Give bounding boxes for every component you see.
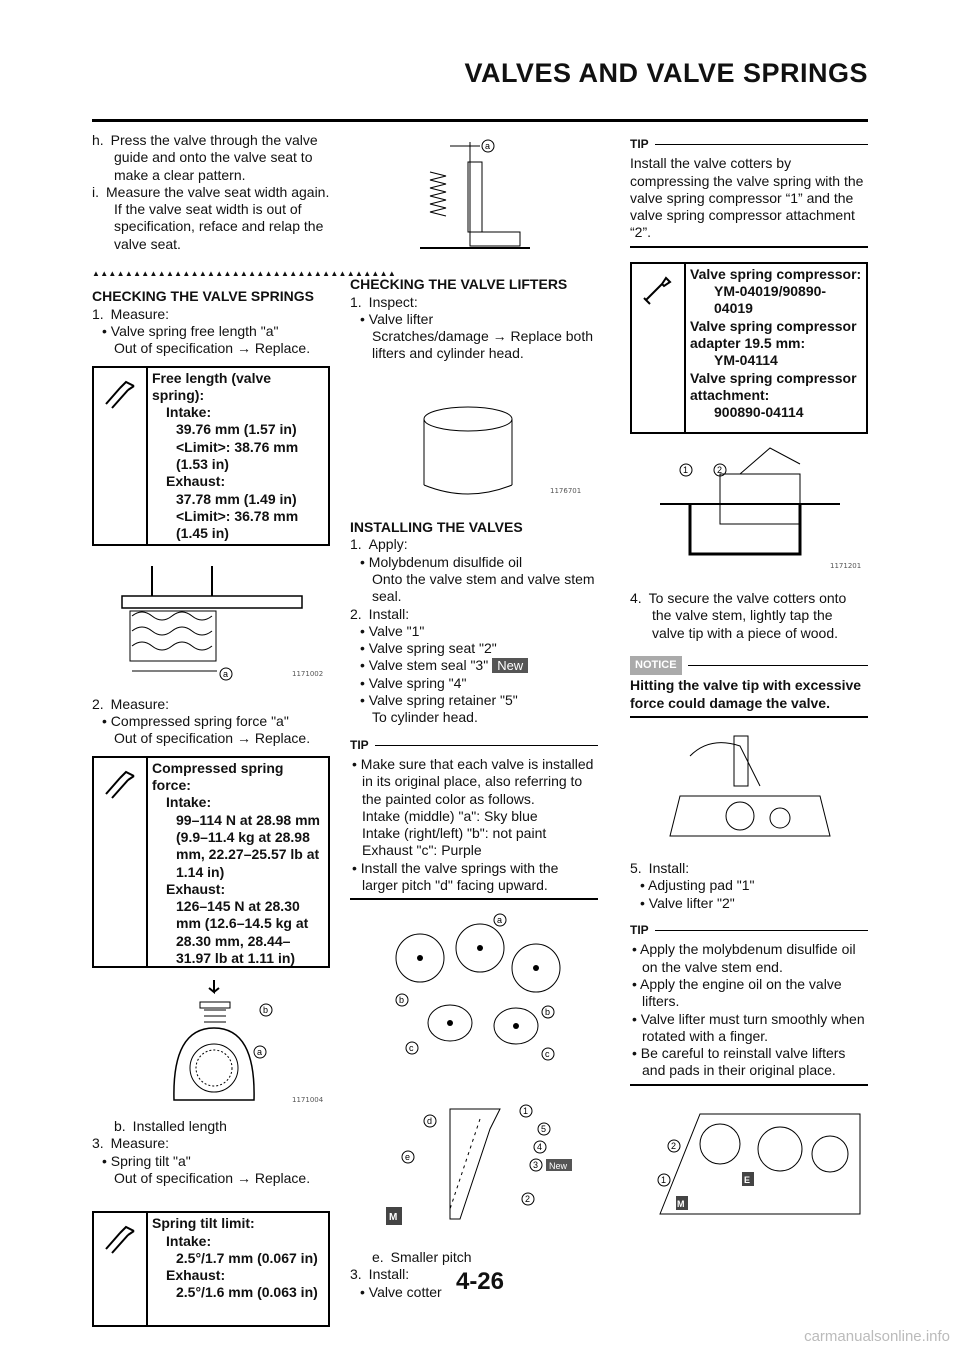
tip-end-rule [630,246,868,248]
measure-3-result: Out of specification → Replace. [114,1169,311,1186]
spec-box-compressor-tools [630,262,868,434]
new-badge: New [492,658,528,673]
spec1-exhaust-limit: <Limit>: 36.78 mm (1.45 in) [176,507,299,542]
watermark: carmanualsonline.info [804,1328,950,1345]
tip-end-rule [350,898,598,900]
moly-oil-icon: M [389,1211,398,1223]
column-3 [630,132,868,1234]
apply-1-item: • Molybdenum disulfide oil [360,553,523,570]
measure-3-item: • Spring tilt "a" [102,1152,191,1169]
tip2-bullet-3: • Valve lifter must turn smoothly when rotated with a finger. [632,1010,865,1044]
install-5-item-1: • Adjusting pad "1" [640,877,755,894]
spec1-intake-limit: <Limit>: 38.76 mm (1.53 in) [176,438,299,473]
header-rule [92,119,868,122]
figure-code: 1171201 [830,561,862,570]
callout-c: c [409,1043,414,1054]
tip2-bullet-4: • Be careful to reinstall valve lifters and pads in their original place. [632,1045,846,1079]
callout-1: 1 [683,464,689,475]
heading-checking-lifters: CHECKING THE VALVE LIFTERS [350,276,568,293]
tip-bullet-2: • Install the valve springs with the larger pitch "d" facing upward. [352,859,559,894]
tip-header: TIP [630,922,868,939]
figure-valve-assembly [350,1089,598,1243]
callout-4: 4 [537,1141,543,1152]
measure-1: 1. Measure: [92,305,170,322]
callout-2: 2 [717,464,723,475]
spec1-intake-value: 39.76 mm (1.57 in) [176,421,297,438]
callout-c-2: c [545,1049,550,1060]
heading-checking-springs: CHECKING THE VALVE SPRINGS [92,288,314,305]
spec2-exhaust: Exhaust: [166,880,226,897]
tip-line-intake-middle: Intake (middle) "a": Sky blue [362,807,538,824]
apply-1: 1. Apply: [350,536,408,553]
spec1-exhaust: Exhaust: [166,473,226,490]
callout-5: 5 [541,1123,547,1134]
spec1-intake: Intake: [166,404,212,421]
new-badge-small: New [549,1160,568,1171]
callout-1: 1 [523,1105,529,1116]
tool-attachment: Valve spring compressor attachment: [690,369,857,403]
tool-adapter: Valve spring compressor adapter 19.5 mm: [690,317,857,351]
spec3-exhaust: Exhaust: [166,1267,226,1284]
tip2-bullet-1: • Apply the molybdenum disulfide oil on the valve stem end. [632,941,856,975]
spec1-title: Free length (valve spring): [152,369,272,403]
figure-code: 1171004 [292,1095,324,1104]
spec2-title: Compressed spring force: [152,759,284,794]
spec2-intake-value: 99–114 N at 28.98 mm (9.9–11.4 kg at 28.98 mm, 22.27–25.57 lb at 1.14 in) [176,811,320,880]
figure-lifter-pad-install [630,1094,868,1228]
spec3-exhaust-value: 2.5°/1.6 mm (0.063 in) [176,1284,318,1301]
page-title: VALVES AND VALVE SPRINGS [464,58,868,88]
install-3: 3. Install: [350,1266,410,1283]
figure-tap-valve [630,726,868,854]
step-4: 4. To secure the valve cotters onto the valve stem, lightly tap the valve tip with a piece of wood. [630,590,847,641]
callout-2: 2 [525,1193,531,1204]
measure-2-item: • Compressed spring force "a" [102,713,289,730]
install-2-item-5: • Valve spring retainer "5" [360,692,518,709]
installed-length: b. Installed length [114,1118,227,1135]
figure-spring-compressor [630,444,868,584]
tip-cotters: Install the valve cotters by compressing the valve spring with the valve spring compressor “1” and the valve spring compressor attachment “2”. [630,155,864,241]
measure-1-result: Out of specification → Replace. [114,340,311,357]
special-tool-icon [632,264,686,432]
measure-2-result: Out of specification → Replace. [114,730,311,747]
callout-b: b [399,995,405,1006]
page-number: 4-26 [455,1268,505,1295]
wrench-icon [94,758,148,966]
callout-a: a [257,1046,263,1057]
inspect-1: 1. Inspect: [350,293,418,310]
install-2-result: To cylinder head. [372,709,478,726]
install-2-item-3: • Valve stem seal "3" New [350,657,598,674]
notice-end-rule [630,716,868,718]
apply-1-result: Onto the valve stem and valve stem seal. [372,570,595,605]
callout-a: a [485,141,491,151]
callout-1: 1 [661,1174,667,1185]
install-2-item-2: • Valve spring seat "2" [360,640,497,657]
figure-spring-scale [92,978,330,1112]
measure-3: 3. Measure: [92,1135,170,1152]
tip2-bullet-2: • Apply the engine oil on the valve lifters. [632,975,842,1010]
tip-header: TIP [630,136,868,153]
section-divider-triangles: ▲▲▲▲▲▲▲▲▲▲▲▲▲▲▲▲▲▲▲▲▲▲▲▲▲▲▲▲▲▲▲▲▲▲▲▲▲ [92,269,397,279]
moly-oil-icon: M [677,1198,685,1209]
heading-installing-valves: INSTALLING THE VALVES [350,519,523,536]
figure-code: 1176701 [550,486,582,495]
callout-a: a [497,915,503,926]
install-5-item-2: • Valve lifter "2" [640,894,735,911]
callout-3: 3 [533,1159,539,1170]
figure-caliper-spring [92,556,330,690]
callout-a: a [223,668,229,679]
notice-text: Hitting the valve tip with excessive force could damage the valve. [630,677,862,711]
tool-adapter-number: YM-04114 [714,352,778,369]
spec3-title: Spring tilt limit: [152,1215,255,1232]
callout-b-2: b [545,1007,551,1018]
tip-header: TIP [350,737,598,754]
measure-1-item: • Valve spring free length "a" [102,322,279,339]
measure-2: 2. Measure: [92,695,170,712]
wrench-icon [94,368,148,544]
tool-compressor: Valve spring compressor: [690,265,862,282]
callout-b: b [263,1004,269,1015]
install-2: 2. Install: [350,605,410,622]
spec2-exhaust-value: 126–145 N at 28.30 mm (12.6–14.5 kg at 28.30 mm, 28.44–31.97 lb at 1.11 in) [176,898,309,967]
inspect-1-item: • Valve lifter [360,310,434,327]
callout-2: 2 [671,1140,677,1151]
figure-valve-lifter [350,369,598,513]
tip-line-intake-side: Intake (right/left) "b": not paint [362,825,547,842]
spec2-intake: Intake: [166,794,212,811]
tool-compressor-number: YM-04019/90890-04019 [714,283,827,317]
notice-header [630,656,868,675]
figure-cylinder-head-valves [350,908,598,1082]
tip-line-exhaust: Exhaust "c": Purple [362,842,482,859]
spec3-intake-value: 2.5°/1.7 mm (0.067 in) [176,1249,318,1266]
callout-d: d [427,1115,433,1126]
smaller-pitch: e. Smaller pitch [372,1248,472,1265]
install-3-item: • Valve cotter [360,1283,442,1300]
column-2 [350,132,598,1301]
spec3-intake: Intake: [166,1232,212,1249]
callout-e: e [405,1151,411,1162]
step-h: h. Press the valve through the valve guide and onto the valve seat to make a clear pattern. [92,132,318,183]
tool-attachment-number: 900890-04114 [714,404,804,421]
install-5: 5. Install: [630,860,690,877]
tip-end-rule [630,1084,868,1086]
step-i: i. Measure the valve seat width again. If the valve seat width is out of specification, reface and relap the valve seat. [92,183,330,252]
tip-bullet-1: • Make sure that each valve is installed in its original place, also referring to the painted color as follows. [352,755,594,807]
inspect-1-result: Scratches/damage → Replace both lifters and cylinder head. [372,328,594,362]
figure-code: 1171002 [292,669,324,678]
figure-spring-tilt [350,132,598,272]
install-2-item-4: • Valve spring "4" [360,674,467,691]
spec-box-free-length [92,366,330,546]
notice-badge: NOTICE [630,656,682,675]
spec1-exhaust-value: 37.78 mm (1.49 in) [176,490,297,507]
spec-box-compressed-force [92,756,330,968]
engine-oil-icon: E [744,1174,751,1185]
install-2-item-1: • Valve "1" [360,622,425,639]
